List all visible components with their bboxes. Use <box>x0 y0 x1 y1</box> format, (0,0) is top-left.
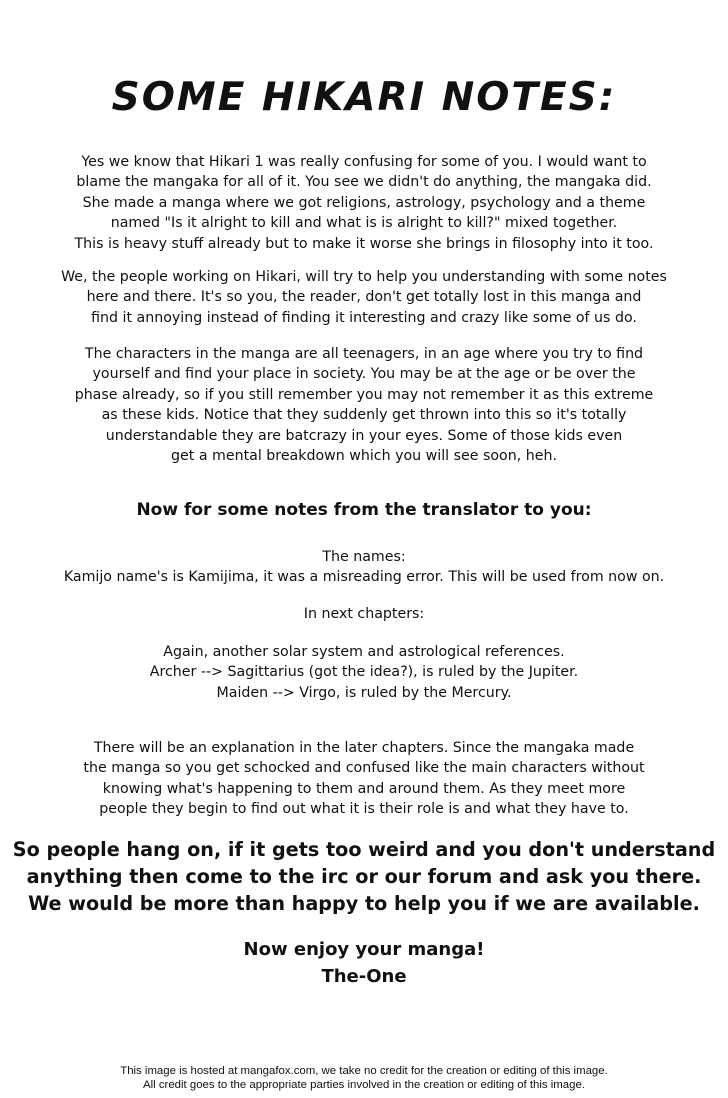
hosting-footer <box>0 1064 728 1092</box>
explanation-paragraph <box>0 738 728 820</box>
closing-paragraph <box>0 836 728 917</box>
text-line: understandable they are batcrazy in your eyes. Some of those kids even <box>105 427 623 444</box>
text-line: knowing what's happening to them and around them. As they meet more <box>102 780 626 797</box>
text-line: anything then come to the irc or our forum and ask you there. <box>26 865 702 888</box>
translator-heading: Now for some notes from the translator to you: <box>136 500 592 520</box>
text-line: Maiden --> Virgo, is ruled by the Mercury. <box>216 684 512 701</box>
text-line: We, the people working on Hikari, will try to help you understanding with some notes <box>61 269 667 285</box>
text-line: So people hang on, if it gets too weird and you don't understand <box>12 838 716 861</box>
names-label: The names: <box>322 549 406 565</box>
text-line: blame the mangaka for all of it. You see we didn't do anything, the mangaka did. <box>76 174 652 191</box>
signoff-author: The-One <box>321 966 407 987</box>
text-line: The characters in the manga are all teenagers, in an age where you try to find <box>84 346 644 362</box>
text-line: get a mental breakdown which you will see soon, heh. <box>171 448 557 465</box>
footer-line: This image is hosted at mangafox.com, we take no credit for the creation or editing of this image. <box>120 1065 608 1077</box>
text-line: There will be an explanation in the later chapters. Since the mangaka made <box>93 740 635 756</box>
text-line: We would be more than happy to help you if we are available. <box>28 892 700 915</box>
text-line: Yes we know that Hikari 1 was really confusing for some of you. I would want to <box>81 154 647 170</box>
signoff <box>0 936 728 990</box>
text-line: the manga so you get schocked and confused like the main characters without <box>83 760 645 777</box>
signoff-line: Now enjoy your manga! <box>243 939 485 960</box>
text-line: named "Is it alright to kill and what is is alright to kill?" mixed together. <box>110 215 618 232</box>
intro-paragraph-2 <box>0 267 728 328</box>
next-chapters-notes <box>0 642 728 703</box>
text-line: as these kids. Notice that they suddenly get thrown into this so it's totally <box>101 407 627 424</box>
next-chapters-label: In next chapters: <box>303 606 425 622</box>
text-line: This is heavy stuff already but to make it worse she brings in filosophy into it too. <box>74 235 654 252</box>
text-line: Again, another solar system and astrological references. <box>163 644 565 660</box>
intro-paragraph-3 <box>0 344 728 466</box>
names-text: Kamijo name's is Kamijima, it was a misreading error. This will be used from now on. <box>63 569 665 585</box>
text-line: find it annoying instead of finding it interesting and crazy like some of us do. <box>91 309 637 326</box>
text-line: here and there. It's so you, the reader, don't get totally lost in this manga and <box>86 289 642 306</box>
text-line: phase already, so if you still remember you may not remember it as this extreme <box>74 386 654 403</box>
page-title: SOME HIKARI NOTES: <box>111 75 617 120</box>
footer-line: All credit goes to the appropriate parties involved in the creation or editing of this image. <box>143 1079 585 1091</box>
text-line: yourself and find your place in society. You may be at the age or be over the <box>92 366 636 383</box>
text-line: people they begin to find out what it is their role is and what they have to. <box>99 801 629 818</box>
intro-paragraph-1 <box>0 152 728 254</box>
text-line: Archer --> Sagittarius (got the idea?), is ruled by the Jupiter. <box>149 664 579 681</box>
text-line: She made a manga where we got religions, astrology, psychology and a theme <box>82 194 646 211</box>
